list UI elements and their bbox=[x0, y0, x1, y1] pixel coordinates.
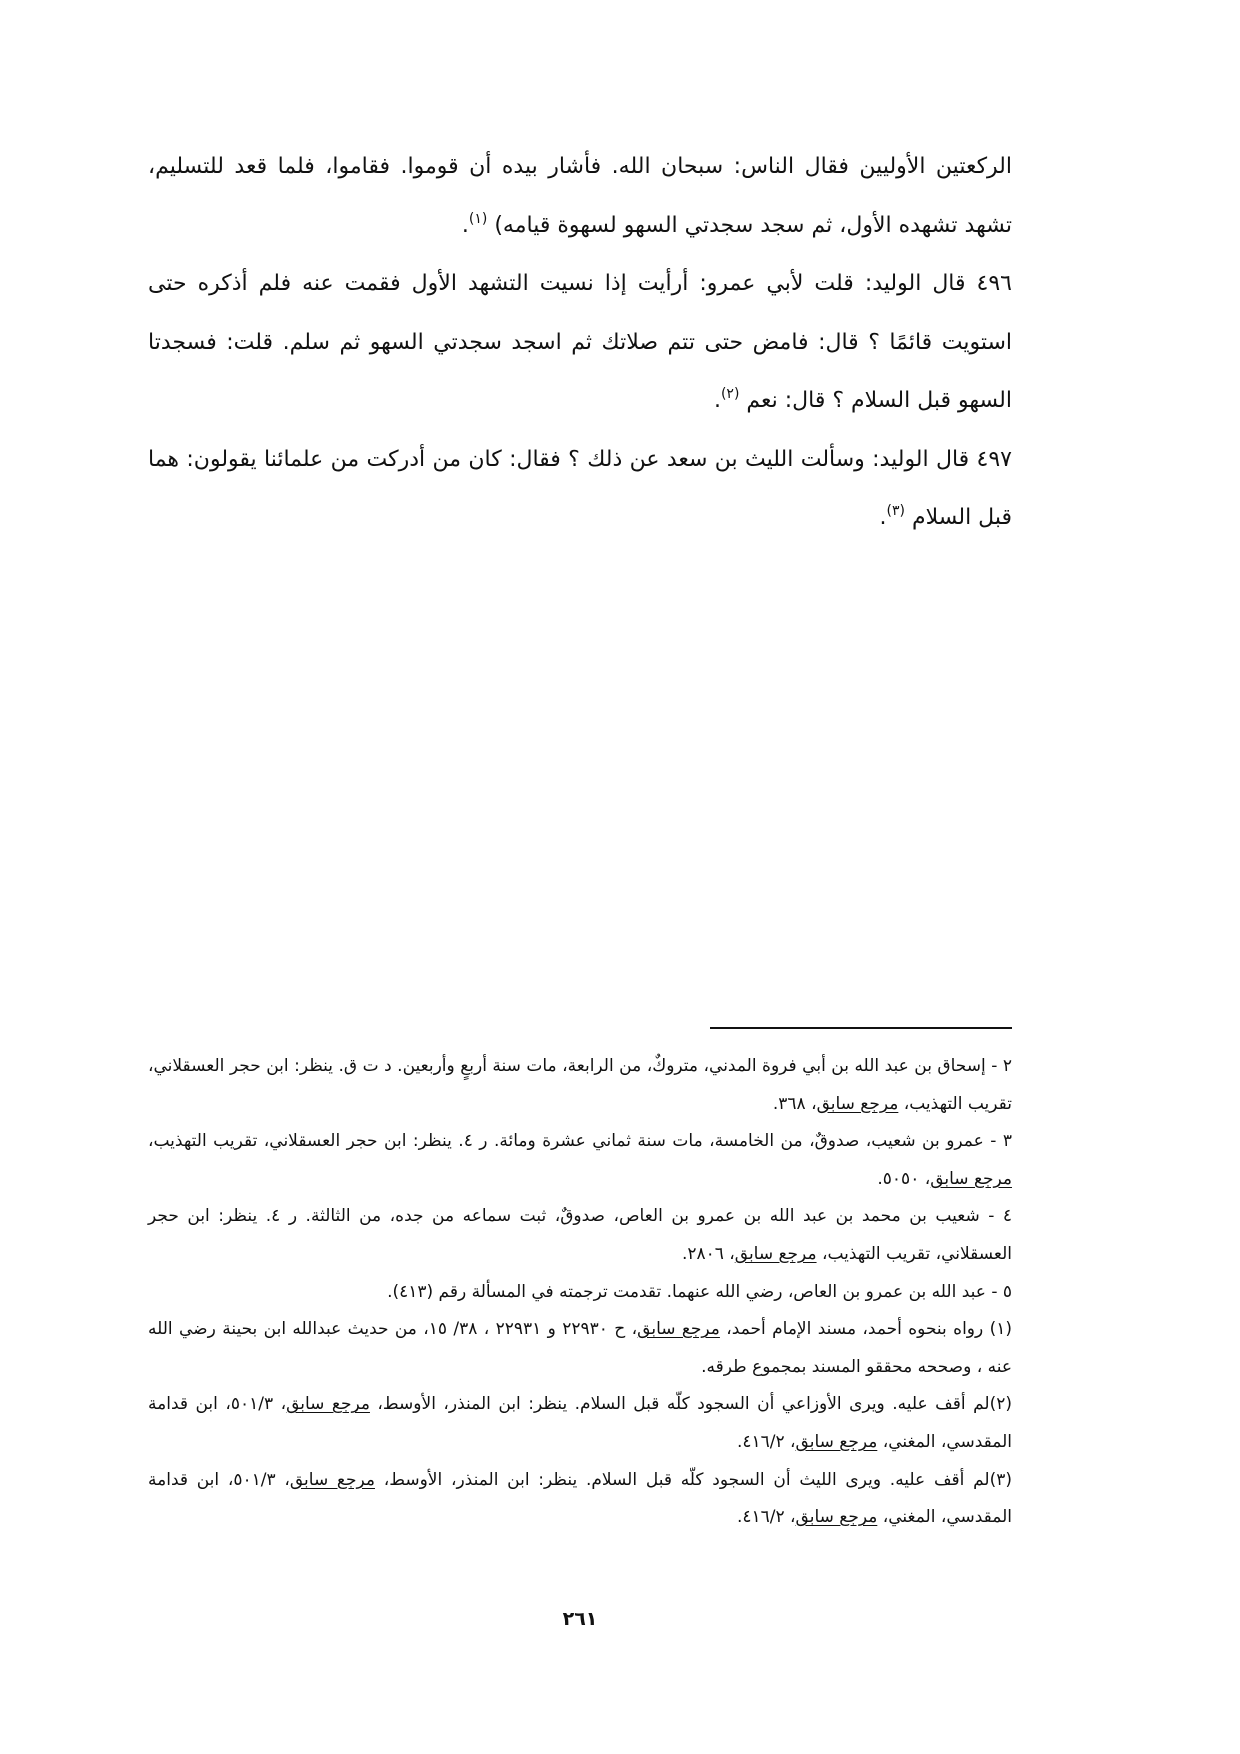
main-text bbox=[148, 138, 1012, 548]
reference-link: مرجع سابق bbox=[816, 1093, 899, 1114]
footnotes bbox=[148, 1048, 1012, 1537]
footnote-separator bbox=[710, 1027, 1012, 1029]
paragraph-continuation: الركعتين الأوليين فقال الناس: سبحان الله. فأشار بيده أن قوموا. فقاموا، فلما قعد للتسليم، تشهد تشهده الأول، ثم سجد سجدتي السهو لسهوة قيامه) $^{(١)}$. bbox=[148, 154, 1012, 238]
footnote-3: ٣ - عمرو بن شعيب، صدوقٌ، من الخامسة، مات سنة ثماني عشرة ومائة. ر ٤. ينظر: ابن حجر العسقلاني، تقريب التهذيب، مرجع سابق، ٥٠٥٠. bbox=[148, 1131, 1012, 1189]
note-1: (١) رواه بنحوه أحمد، مسند الإمام أحمد، مرجع سابق، ح ٢٢٩٣٠ و ٢٢٩٣١ ، ٣٨/ ١٥، من حديث عبدالله ابن بحينة رضي الله عنه ، وصححه محققو المسند بمجموع طرقه. bbox=[148, 1319, 1012, 1377]
paragraph-497: ٤٩٧ قال الوليد: وسألت الليث بن سعد عن ذلك ؟ فقال: كان من أدركت من علمائنا يقولون: هما قبل السلام $^{(٣)}$. bbox=[148, 446, 1012, 530]
reference-link: مرجع سابق bbox=[637, 1319, 720, 1340]
reference-link: مرجع سابق bbox=[930, 1168, 1012, 1189]
paragraph-496: ٤٩٦ قال الوليد: قلت لأبي عمرو: أرأيت إذا نسيت التشهد الأول فقمت عنه فلم أذكره حتى استويت قائمًا ؟ قال: فامض حتى تتم صلاتك ثم اسجد سجدتي السهو ثم سلم. قلت: فسجدتا السهو قبل السلام ؟ قال: نعم $^{(٢)}$. bbox=[148, 271, 1012, 413]
reference-link: مرجع سابق bbox=[795, 1431, 878, 1452]
document-page bbox=[148, 0, 1012, 1754]
footnote-5: ٥ - عبد الله بن عمرو بن العاص، رضي الله عنهما. تقدمت ترجمته في المسألة رقم (٤١٣). bbox=[387, 1281, 1012, 1302]
footnote-marker-1[interactable]: (١) bbox=[468, 210, 488, 227]
footnote-4: ٤ - شعيب بن محمد بن عبد الله بن عمرو بن العاص، صدوقٌ، ثبت سماعه من جده، من الثالثة. ر ٤. ينظر: ابن حجر العسقلاني، تقريب التهذيب، مرجع سابق، ٢٨٠٦. bbox=[148, 1206, 1013, 1264]
footnote-marker-3[interactable]: (٣) bbox=[886, 503, 905, 519]
note-2: (٢)لم أقف عليه. ويرى الأوزاعي أن السجود كلّه قبل السلام. ينظر: ابن المنذر، الأوسط، مرجع سابق، ٥٠١/٣، ابن قدامة المقدسي، المغني، مرجع سابق، ٤١٦/٢. bbox=[148, 1394, 1012, 1452]
note-3: (٣)لم أقف عليه. ويرى الليث أن السجود كلّه قبل السلام. ينظر: ابن المنذر، الأوسط، مرجع سابق، ٥٠١/٣، ابن قدامة المقدسي، المغني، مرجع سابق، ٤١٦/٢. bbox=[148, 1469, 1013, 1528]
footnote-marker-2[interactable]: (٢) bbox=[720, 386, 740, 402]
reference-link: مرجع سابق bbox=[734, 1243, 817, 1264]
reference-link: مرجع سابق bbox=[795, 1507, 878, 1528]
reference-link: مرجع سابق bbox=[289, 1469, 375, 1490]
footnote-2: ٢ - إسحاق بن عبد الله بن أبي فروة المدني، متروكٌ، من الرابعة، مات سنة أربعٍ وأربعين. د ت ق. ينظر: ابن حجر العسقلاني، تقريب التهذيب، مرجع سابق، ٣٦٨. bbox=[148, 1056, 1012, 1114]
page-number: ٢٦١ bbox=[562, 1608, 598, 1630]
reference-link: مرجع سابق bbox=[286, 1394, 370, 1415]
